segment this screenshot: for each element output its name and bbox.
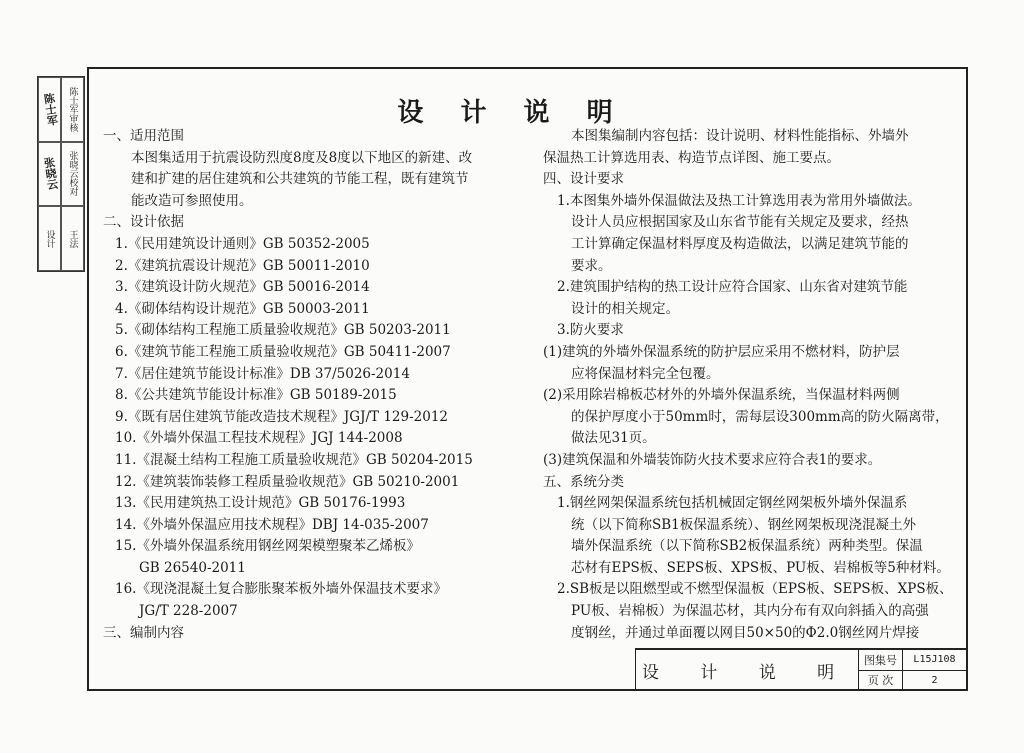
reference-item-cont: GB 26540-2011 <box>139 559 246 576</box>
reference-item: 15.《外墙外保温系统用钢丝网架模塑聚苯乙烯板》 <box>115 538 420 555</box>
section-5-item-2: 度钢丝，并通过单面覆以网目50×50的Φ2.0钢丝网片焊接 <box>571 624 920 641</box>
stamp-name-1: 陈士军 审核 <box>61 77 84 142</box>
title-block-title: 设 计 说 明 <box>636 650 859 691</box>
reference-item: 14.《外墙外保温应用技术规程》DBJ 14-035-2007 <box>115 516 429 533</box>
reference-item-cont: JG/T 228-2007 <box>139 603 238 620</box>
section-4-item-1: 工计算确定保温材料厚度及构造做法，以满足建筑节能的 <box>571 235 909 252</box>
section-5-item-1: 统（以下简称SB1板保温系统）、钢丝网架板现浇混凝土外 <box>571 516 917 533</box>
reference-item: 10.《外墙外保温工程技术规程》JGJ 144-2008 <box>115 430 403 447</box>
atlas-number-label: 图集号 <box>859 650 903 671</box>
section-4-item-2: 设计的相关规定。 <box>571 300 679 317</box>
reference-item: 6.《建筑节能工程施工质量验收规范》GB 50411-2007 <box>115 343 451 360</box>
section-1-heading: 一、适用范围 <box>103 128 184 144</box>
reference-item: 8.《公共建筑节能设计标准》GB 50189-2015 <box>115 387 397 404</box>
reference-item: 5.《砌体结构工程施工质量验收规范》GB 50203-2011 <box>115 322 451 339</box>
title-block-grid <box>859 650 967 691</box>
reference-item: 7.《居住建筑节能设计标准》DB 37/5026-2014 <box>115 365 410 382</box>
section-3-line: 本图集编制内容包括：设计说明、材料性能指标、外墙外 <box>571 128 909 144</box>
page-number-value: 2 <box>903 671 967 692</box>
page-title: 设 计 说 明 <box>397 98 627 128</box>
section-4-heading: 四、设计要求 <box>543 171 624 188</box>
page-number-label: 页 次 <box>859 671 903 692</box>
section-3-line: 保温热工计算选用表、构造节点详图、施工要点。 <box>543 149 840 166</box>
section-1-line: 能改造可参照使用。 <box>131 192 253 209</box>
section-5-item-2: PU板、岩棉板）为保温芯材，其内分布有双向斜插入的高强 <box>571 603 929 620</box>
stamp-signature-2: 张晓云 <box>38 142 61 207</box>
stamp-role-3: 设计 <box>38 206 61 271</box>
section-1-line: 建和扩建的居住建筑和公共建筑的节能工程，既有建筑节 <box>131 171 469 188</box>
stamp-name-3: 王法 <box>61 206 84 271</box>
section-4-item-1: 要求。 <box>571 257 612 274</box>
reference-item: 2.《建筑抗震设计规范》GB 50011-2010 <box>115 257 370 274</box>
section-4-item-1: 设计人员应根据国家及山东省节能有关规定及要求，经热 <box>571 214 909 231</box>
fire-item: (1)建筑的外墙外保温系统的防护层应采用不燃材料，防护层 <box>543 343 900 360</box>
fire-item: (3)建筑保温和外墙装饰防火技术要求应符合表1的要求。 <box>543 451 882 468</box>
reference-item: 4.《砌体结构设计规范》GB 50003-2011 <box>115 300 370 317</box>
reference-item: 3.《建筑设计防火规范》GB 50016-2014 <box>115 279 370 296</box>
section-5-item-1: 芯材有EPS板、SEPS板、XPS板、PU板、岩棉板等5种材料。 <box>571 559 950 576</box>
fire-item: 应将保温材料完全包覆。 <box>571 365 720 382</box>
reference-item: 13.《民用建筑热工设计规范》GB 50176-1993 <box>115 495 406 512</box>
section-4-item-1: 1.本图集外墙外保温做法及热工计算选用表为常用外墙做法。 <box>557 192 921 209</box>
reference-item: 1.《民用建筑设计通则》GB 50352-2005 <box>115 235 370 252</box>
reference-item: 16.《现浇混凝土复合膨胀聚苯板外墙外保温技术要求》 <box>115 581 447 598</box>
reference-item: 12.《建筑装饰装修工程质量验收规范》GB 50210-2001 <box>115 473 460 490</box>
stamp-signature-1: 陈士军 <box>38 77 61 142</box>
fire-item: 做法见31页。 <box>571 430 656 447</box>
atlas-number-value: L15J108 <box>903 650 967 671</box>
section-5-heading: 五、系统分类 <box>543 473 624 490</box>
reference-item: 11.《混凝土结构工程施工质量验收规范》GB 50204-2015 <box>115 451 473 468</box>
left-column <box>103 126 523 644</box>
section-5-item-1: 墙外保温系统（以下简称SB2板保温系统）两种类型。保温 <box>571 538 923 555</box>
title-block <box>635 648 968 691</box>
reference-item: 9.《既有居住建筑节能改造技术规程》JGJ/T 129-2012 <box>115 408 449 425</box>
section-3-heading: 三、编制内容 <box>103 624 184 641</box>
section-5-item-1: 1.钢丝网架保温系统包括机械固定钢丝网架板外墙外保温系 <box>557 495 908 512</box>
stamp-name-2: 张晓云 校对 <box>61 142 84 207</box>
section-4-item-2: 2.建筑围护结构的热工设计应符合国家、山东省对建筑节能 <box>557 279 908 296</box>
section-4-item-3-heading: 3.防火要求 <box>557 322 624 339</box>
section-2-heading: 二、设计依据 <box>103 214 184 231</box>
right-column <box>543 126 961 644</box>
section-5-item-2: 2.SB板是以阻燃型或不燃型保温板（EPS板、SEPS板、XPS板、 <box>557 581 953 598</box>
fire-item: (2)采用除岩棉板芯材外的外墙外保温系统，当保温材料两侧 <box>543 387 900 404</box>
section-1-line: 本图集适用于抗震设防烈度8度及8度以下地区的新建、改 <box>131 149 473 166</box>
fire-item: 的保护厚度小于50mm时，需每层设300mm高的防火隔离带， <box>571 408 949 425</box>
